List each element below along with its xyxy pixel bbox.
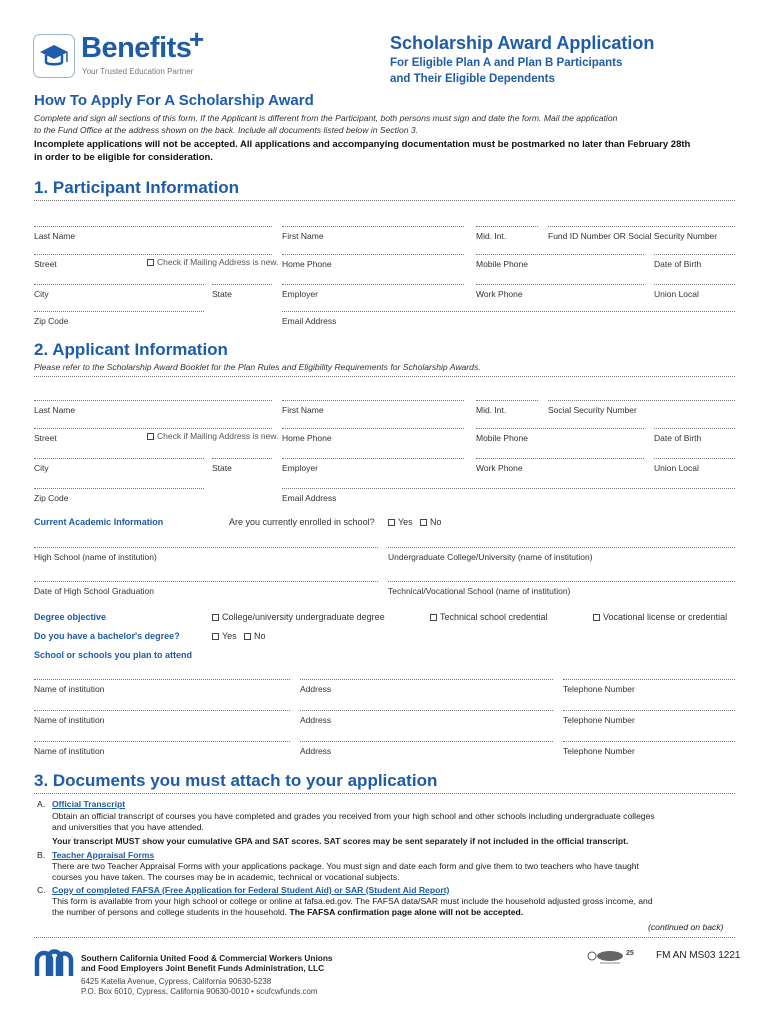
mailing-checkbox[interactable] (147, 257, 278, 267)
applicant-street-field[interactable] (34, 428, 272, 429)
form-subtitle-1: For Eligible Plan A and Plan B Participants (390, 57, 623, 69)
label: First Name (282, 405, 324, 415)
label: High School (name of institution) (34, 552, 157, 562)
applicant-ssn-field[interactable] (548, 400, 735, 401)
label: Zip Code (34, 493, 69, 503)
label: Email Address (282, 316, 337, 326)
mailing-checkbox[interactable] (147, 431, 278, 441)
bachelor-question: Do you have a bachelor's degree? (34, 631, 180, 641)
label: Work Phone (476, 463, 523, 473)
bachelor-yes-checkbox[interactable] (212, 631, 237, 641)
applicant-email-field[interactable] (282, 488, 735, 489)
label: Last Name (34, 405, 76, 415)
form-id: FM AN MS03 1221 (656, 950, 741, 961)
applicant-city-field[interactable] (34, 458, 204, 459)
option-label: Yes (398, 517, 413, 527)
item-c-line-2 (52, 907, 523, 919)
option-label: College/university undergraduate degree (222, 612, 385, 622)
label: Address (300, 715, 332, 725)
participant-street-field[interactable] (34, 254, 272, 255)
checkbox-icon (593, 614, 600, 621)
label: Mobile Phone (476, 433, 528, 443)
degree-voc-checkbox[interactable] (593, 612, 727, 622)
participant-fund-id-field[interactable] (548, 226, 735, 227)
item-c-title: Copy of completed FAFSA (Free Application for Federal Student Aid) or SAR (Student Aid Report) (52, 885, 450, 895)
label: Telephone Number (563, 715, 635, 725)
participant-employer-field[interactable] (282, 284, 464, 285)
telephone-field-3[interactable] (563, 741, 735, 742)
section3-title: 3. Documents you must attach to your application (34, 771, 438, 790)
item-b-letter: B. (37, 850, 46, 860)
item-a-line-1: Obtain an official transcript of courses you have completed and grades you received from your high school and other schools including undergraduate colleges (52, 811, 655, 821)
applicant-mobile-field[interactable] (476, 428, 644, 429)
checkbox-icon (147, 433, 154, 440)
item-a-letter: A. (37, 799, 46, 809)
address-field-1[interactable] (300, 679, 553, 680)
label: City (34, 463, 49, 473)
label: Employer (282, 463, 318, 473)
technical-school-field[interactable] (388, 581, 735, 582)
option-label: Technical school credential (440, 612, 548, 622)
label: Telephone Number (563, 684, 635, 694)
institution-field-2[interactable] (34, 710, 290, 711)
mailing-label: Check if Mailing Address is new. (157, 431, 279, 441)
applicant-work-phone-field[interactable] (476, 458, 644, 459)
label: Technical/Vocational School (name of institution) (388, 586, 571, 596)
divider (34, 376, 735, 377)
item-b-title: Teacher Appraisal Forms (52, 850, 155, 860)
label: Work Phone (476, 289, 523, 299)
item-c-letter: C. (37, 885, 46, 895)
option-label: No (254, 631, 266, 641)
participant-zip-field[interactable] (34, 311, 204, 312)
item-b-line-2: courses you have taken. The courses may be in academic, technical or vocational subjects. (52, 872, 400, 882)
label: Union Local (654, 289, 699, 299)
howto-bold-2: in order to be eligible for consideration. (34, 152, 213, 163)
checkbox-icon (147, 259, 154, 266)
enrolled-no-checkbox[interactable] (420, 517, 442, 527)
applicant-employer-field[interactable] (282, 458, 464, 459)
applicant-home-phone-field[interactable] (282, 428, 464, 429)
label: Name of institution (34, 715, 105, 725)
footer-org-1: Southern California United Food & Commercial Workers Unions (81, 953, 333, 963)
logo-name: Benefits (81, 32, 192, 64)
option-label: Yes (222, 631, 237, 641)
label: Date of Birth (654, 259, 702, 269)
section1-title: 1. Participant Information (34, 178, 239, 197)
checkbox-icon (388, 519, 395, 526)
label: Email Address (282, 493, 337, 503)
enrolled-question: Are you currently enrolled in school? (229, 517, 375, 527)
institution-field-3[interactable] (34, 741, 290, 742)
undergrad-field[interactable] (388, 547, 735, 548)
checkbox-icon (430, 614, 437, 621)
academic-info-label: Current Academic Information (34, 517, 164, 527)
item-a-line-2: and universities that you have attended. (52, 822, 204, 832)
applicant-last-name-field[interactable] (34, 400, 272, 401)
label: Address (300, 684, 332, 694)
applicant-union-field[interactable] (654, 458, 735, 459)
item-c-line-2-text: the number of persons and college students in the household. (52, 907, 288, 917)
participant-first-name-field[interactable] (282, 226, 464, 227)
item-c-bold: The FAFSA confirmation page alone will not be accepted. (289, 907, 524, 917)
participant-state-field[interactable] (212, 284, 272, 285)
applicant-dob-field[interactable] (654, 428, 735, 429)
item-c-line-1: This form is available from your high school or college or online at fafsa.ed.gov. The FAFSA data/SAR must include the household adjusted gross income, and (52, 896, 653, 906)
label: Union Local (654, 463, 699, 473)
label: Employer (282, 289, 318, 299)
form-title: Scholarship Award Application (390, 33, 655, 53)
label: Last Name (34, 231, 76, 241)
graduation-cap-icon (33, 34, 75, 78)
checkbox-icon (212, 614, 219, 621)
label: Mobile Phone (476, 259, 528, 269)
label: Zip Code (34, 316, 69, 326)
union-bug-icon (586, 949, 636, 965)
participant-dob-field[interactable] (654, 254, 735, 255)
checkbox-icon (212, 633, 219, 640)
label: Street (34, 259, 57, 269)
howto-title: How To Apply For A Scholarship Award (34, 92, 314, 109)
option-label: No (430, 517, 442, 527)
label: Mid. Int. (476, 405, 507, 415)
fund-logo-icon (34, 946, 74, 978)
label: State (212, 289, 232, 299)
howto-bold-1: Incomplete applications will not be accepted. All applications and accompanying documentation must be postmarked no later than February 28th (34, 139, 691, 150)
participant-mid-field[interactable] (476, 226, 538, 227)
label: Name of institution (34, 746, 105, 756)
section2-note: Please refer to the Scholarship Award Booklet for the Plan Rules and Eligibility Requirements for Scholarship Awards. (34, 362, 481, 372)
checkbox-icon (420, 519, 427, 526)
bachelor-no-checkbox[interactable] (244, 631, 266, 641)
footer-address-1: 6425 Katella Avenue, Cypress, California 90630-5238 (81, 977, 272, 986)
participant-last-name-field[interactable] (34, 226, 272, 227)
item-a-title: Official Transcript (52, 799, 126, 809)
form-subtitle-2: and Their Eligible Dependents (390, 73, 555, 85)
item-b-line-1: There are two Teacher Appraisal Forms with your applications package. You must sign and date each form and give them to two teachers who have taught (52, 861, 639, 871)
divider (34, 793, 735, 794)
applicant-zip-field[interactable] (34, 488, 204, 489)
mailing-label: Check if Mailing Address is new. (157, 257, 279, 267)
degree-tech-checkbox[interactable] (430, 612, 548, 622)
participant-home-phone-field[interactable] (282, 254, 464, 255)
label: First Name (282, 231, 324, 241)
label: Name of institution (34, 684, 105, 694)
label: Undergraduate College/University (name of institution) (388, 552, 593, 562)
logo (33, 24, 213, 80)
option-label: Vocational license or credential (603, 612, 728, 622)
address-field-2[interactable] (300, 710, 553, 711)
item-a-bold: Your transcript MUST show your cumulative GPA and SAT scores. SAT scores may be sent separately if not included in the official transcript. (52, 836, 629, 846)
telephone-field-2[interactable] (563, 710, 735, 711)
hs-grad-date-field[interactable] (34, 581, 378, 582)
plan-to-attend-label: School or schools you plan to attend (34, 650, 193, 660)
telephone-field-1[interactable] (563, 679, 735, 680)
label: City (34, 289, 49, 299)
label: Date of Birth (654, 433, 702, 443)
section2-title: 2. Applicant Information (34, 340, 228, 359)
applicant-state-field[interactable] (212, 458, 272, 459)
label: Social Security Number (548, 405, 637, 415)
union-number: 25 (626, 950, 634, 957)
address-field-3[interactable] (300, 741, 553, 742)
label: Fund ID Number OR Social Security Number (548, 231, 718, 241)
label: State (212, 463, 232, 473)
participant-union-field[interactable] (654, 284, 735, 285)
label: Address (300, 746, 332, 756)
logo-tagline: Your Trusted Education Partner (82, 67, 194, 76)
footer-org-2: and Food Employers Joint Benefit Funds Administration, LLC (81, 963, 325, 973)
participant-mobile-field[interactable] (476, 254, 644, 255)
divider (34, 200, 735, 201)
howto-line-1: Complete and sign all sections of this form. If the Applicant is different from the Participant, both persons must sign and date the form. Mail the application (34, 113, 618, 123)
institution-field-1[interactable] (34, 679, 290, 680)
degree-college-checkbox[interactable] (212, 612, 385, 622)
howto-line-2: to the Fund Office at the address shown on the back. Include all documents listed below in Section 3. (34, 125, 419, 135)
divider (34, 937, 735, 938)
label: Home Phone (282, 433, 332, 443)
enrolled-yes-checkbox[interactable] (388, 517, 413, 527)
participant-work-phone-field[interactable] (476, 284, 644, 285)
degree-objective-label: Degree objective (34, 612, 107, 622)
continued-note: (continued on back) (648, 922, 724, 932)
high-school-field[interactable] (34, 547, 378, 548)
participant-city-field[interactable] (34, 284, 204, 285)
logo-plus: + (189, 24, 205, 54)
label: Mid. Int. (476, 231, 507, 241)
label: Date of High School Graduation (34, 586, 155, 596)
label: Telephone Number (563, 746, 635, 756)
applicant-first-name-field[interactable] (282, 400, 464, 401)
applicant-mid-field[interactable] (476, 400, 538, 401)
label: Street (34, 433, 57, 443)
checkbox-icon (244, 633, 251, 640)
footer-address-2: P.O. Box 6010, Cypress, California 90630-0010 • scufcwfunds.com (81, 987, 318, 996)
participant-email-field[interactable] (282, 311, 735, 312)
label: Home Phone (282, 259, 332, 269)
